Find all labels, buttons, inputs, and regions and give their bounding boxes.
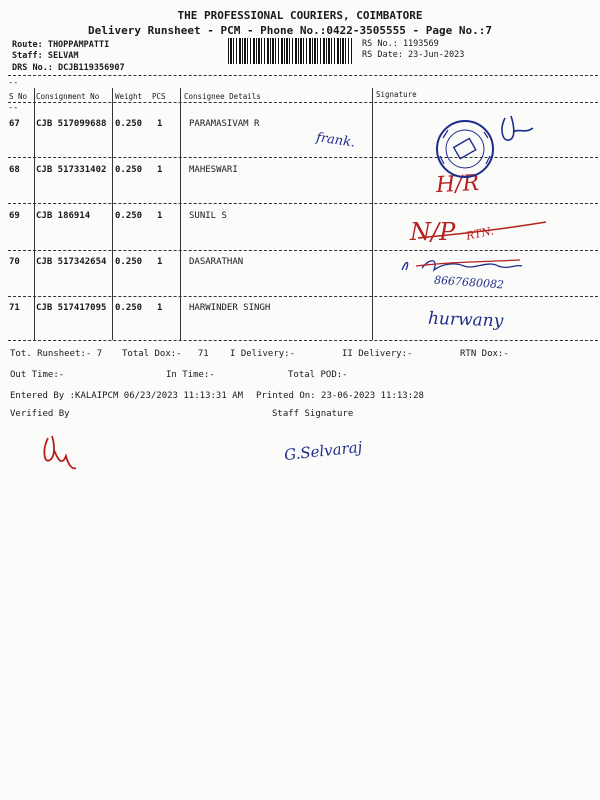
row-divider — [8, 203, 598, 204]
col-pcs: PCS — [152, 92, 166, 101]
handwritten-note: frank. — [315, 130, 357, 151]
total-pod: Total POD:- — [288, 370, 348, 380]
i-delivery: I Delivery:- — [230, 349, 296, 359]
row-consignment: CJB 186914 — [36, 211, 91, 221]
handwritten-mark: H/R — [435, 170, 480, 199]
signature-scribble — [398, 254, 524, 276]
column-line — [112, 88, 113, 340]
row-pcs: 1 — [157, 119, 163, 129]
tot-runsheet: Tot. Runsheet:- 7 — [10, 349, 103, 359]
row-pcs: 1 — [157, 303, 163, 313]
col-consignee: Consignee Details — [184, 92, 261, 101]
row-pcs: 1 — [157, 211, 163, 221]
row-divider — [8, 250, 598, 251]
ii-delivery: II Delivery:- — [342, 349, 413, 359]
handwritten-signature: hurwany — [427, 308, 504, 332]
rs-number: RS No.: 1193569 — [362, 39, 439, 49]
col-signature: Signature — [376, 90, 417, 99]
row-consignee: PARAMASIVAM R — [189, 119, 260, 129]
col-consignment: Consignment No — [36, 92, 100, 101]
route-label: Route: THOPPAMPATTI — [12, 40, 110, 50]
staff-signature: G.Selvaraj — [283, 437, 364, 465]
divider-marker: -- — [8, 78, 19, 88]
drs-number: DRS No.: DCJB119356907 — [12, 63, 125, 73]
out-time: Out Time:- — [10, 370, 65, 380]
row-sno: 68 — [9, 165, 20, 175]
row-pcs: 1 — [157, 165, 163, 175]
row-consignee: SUNIL S — [189, 211, 227, 221]
rs-date: RS Date: 23-Jun-2023 — [362, 50, 465, 60]
row-divider — [8, 157, 598, 158]
company-name: THE PROFESSIONAL COURIERS, COIMBATORE — [177, 9, 423, 22]
entered-by: Entered By :KALAIPCM 06/23/2023 11:13:31 AM — [10, 391, 243, 401]
total-dox: Total Dox:- 71 — [122, 349, 209, 359]
staff-label: Staff: SELVAM — [12, 51, 79, 61]
handwritten-mark: RTN. — [464, 224, 495, 243]
barcode — [228, 38, 352, 64]
verified-signature — [40, 430, 80, 475]
row-sno: 70 — [9, 257, 20, 267]
row-divider — [8, 340, 598, 341]
row-sno: 69 — [9, 211, 20, 221]
verified-by: Verified By — [10, 409, 70, 419]
row-consignee: MAHESWARI — [189, 165, 238, 175]
red-strike-line — [418, 216, 548, 246]
divider — [8, 102, 598, 103]
printed-on: Printed On: 23-06-2023 11:13:28 — [256, 391, 424, 401]
row-consignee: DASARATHAN — [189, 257, 244, 267]
row-weight: 0.250 — [115, 303, 143, 313]
row-weight: 0.250 — [115, 257, 143, 267]
handwritten-mark: N/P — [410, 218, 456, 246]
divider — [8, 75, 598, 76]
signature-scribble — [495, 110, 535, 150]
row-weight: 0.250 — [115, 119, 143, 129]
row-weight: 0.250 — [115, 165, 143, 175]
column-line — [180, 88, 181, 340]
company-stamp — [434, 118, 496, 180]
column-line — [34, 88, 35, 340]
row-sno: 67 — [9, 119, 20, 129]
row-consignment: CJB 517342654 — [36, 257, 107, 267]
row-consignee: HARWINDER SINGH — [189, 303, 271, 313]
handwritten-phone: 8667680082 — [433, 273, 505, 292]
col-weight: Weight — [115, 92, 143, 101]
row-consignment: CJB 517331402 — [36, 165, 107, 175]
column-line — [372, 88, 373, 340]
staff-signature-label: Staff Signature — [272, 409, 354, 419]
in-time: In Time:- — [166, 370, 215, 380]
divider-marker: -- — [8, 103, 19, 113]
row-pcs: 1 — [157, 257, 163, 267]
row-weight: 0.250 — [115, 211, 143, 221]
row-consignment: CJB 517417095 — [36, 303, 107, 313]
col-sno: S No — [9, 92, 28, 101]
rtn-dox: RTN Dox:- — [460, 349, 509, 359]
row-consignment: CJB 517099688 — [36, 119, 107, 129]
runsheet-title: Delivery Runsheet - PCM - Phone No.:0422-3505555 - Page No.:7 — [88, 24, 492, 37]
row-sno: 71 — [9, 303, 20, 313]
row-divider — [8, 296, 598, 297]
